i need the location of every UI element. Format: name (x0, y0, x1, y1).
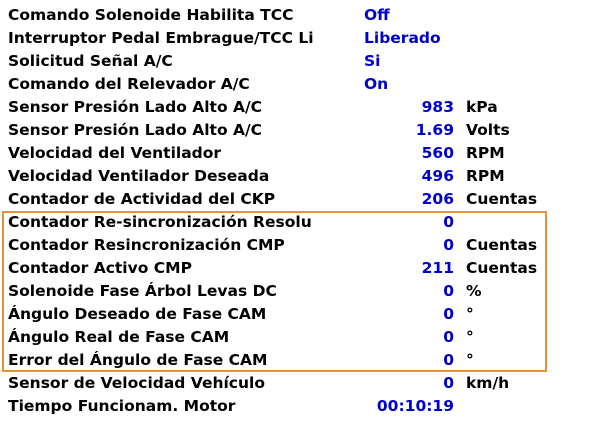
param-label: Contador Re-sincronización Resolu (8, 213, 312, 231)
highlight-box (2, 211, 547, 372)
param-value: On (364, 75, 389, 93)
param-label: Sensor Presión Lado Alto A/C (8, 121, 263, 139)
param-label: Tiempo Funcionam. Motor (8, 397, 236, 415)
data-row-vehicle-speed[interactable] (0, 372, 600, 395)
param-value: 0 (443, 236, 454, 254)
param-value: 0 (443, 328, 454, 346)
data-row-fan-speed[interactable] (0, 142, 600, 165)
data-row-ac-pressure-kpa[interactable] (0, 96, 600, 119)
param-value: 1.69 (415, 121, 454, 139)
param-unit: Cuentas (466, 236, 538, 254)
param-label: Ángulo Real de Fase CAM (8, 328, 230, 346)
param-value: Liberado (364, 29, 441, 47)
param-label: Comando del Relevador A/C (8, 75, 250, 93)
data-row-ac-request[interactable] (0, 50, 600, 73)
param-value: Si (364, 52, 381, 70)
param-unit: RPM (466, 144, 505, 162)
param-value: Off (364, 6, 390, 24)
param-label: Velocidad del Ventilador (8, 144, 222, 162)
param-value: 206 (421, 190, 454, 208)
data-row-engine-runtime[interactable] (0, 395, 600, 418)
param-unit: ° (466, 328, 474, 346)
param-value: 0 (443, 305, 454, 323)
data-row-ckp-counter[interactable] (0, 188, 600, 211)
param-value: 496 (421, 167, 454, 185)
param-unit: ° (466, 305, 474, 323)
data-row-ac-relay[interactable] (0, 73, 600, 96)
param-label: Solenoide Fase Árbol Levas DC (8, 282, 277, 300)
param-unit: Volts (466, 121, 510, 139)
data-row-fan-speed-desired[interactable] (0, 165, 600, 188)
param-label: Sensor Presión Lado Alto A/C (8, 98, 263, 116)
param-label: Error del Ángulo de Fase CAM (8, 351, 268, 369)
param-label: Solicitud Señal A/C (8, 52, 173, 70)
param-unit: RPM (466, 167, 505, 185)
param-unit: ° (466, 351, 474, 369)
param-label: Sensor de Velocidad Vehículo (8, 374, 265, 392)
param-unit: Cuentas (466, 190, 538, 208)
data-row-tcc-solenoid[interactable] (0, 4, 600, 27)
param-label: Interruptor Pedal Embrague/TCC Li (8, 29, 314, 47)
param-value: 0 (443, 213, 454, 231)
param-unit: % (466, 282, 482, 300)
param-label: Ángulo Deseado de Fase CAM (8, 305, 267, 323)
param-unit: km/h (466, 374, 510, 392)
param-value: 983 (421, 98, 454, 116)
param-value: 0 (443, 351, 454, 369)
param-unit: kPa (466, 98, 498, 116)
param-value: 211 (421, 259, 454, 277)
param-label: Contador Resincronización CMP (8, 236, 285, 254)
data-row-ac-pressure-volts[interactable] (0, 119, 600, 142)
data-row-clutch-switch[interactable] (0, 27, 600, 50)
param-value: 00:10:19 (376, 397, 454, 415)
param-value: 0 (443, 282, 454, 300)
param-label: Contador Activo CMP (8, 259, 192, 277)
param-label: Velocidad Ventilador Deseada (8, 167, 270, 185)
param-value: 0 (443, 374, 454, 392)
param-label: Contador de Actividad del CKP (8, 190, 276, 208)
param-value: 560 (421, 144, 454, 162)
param-unit: Cuentas (466, 259, 538, 277)
param-label: Comando Solenoide Habilita TCC (8, 6, 294, 24)
